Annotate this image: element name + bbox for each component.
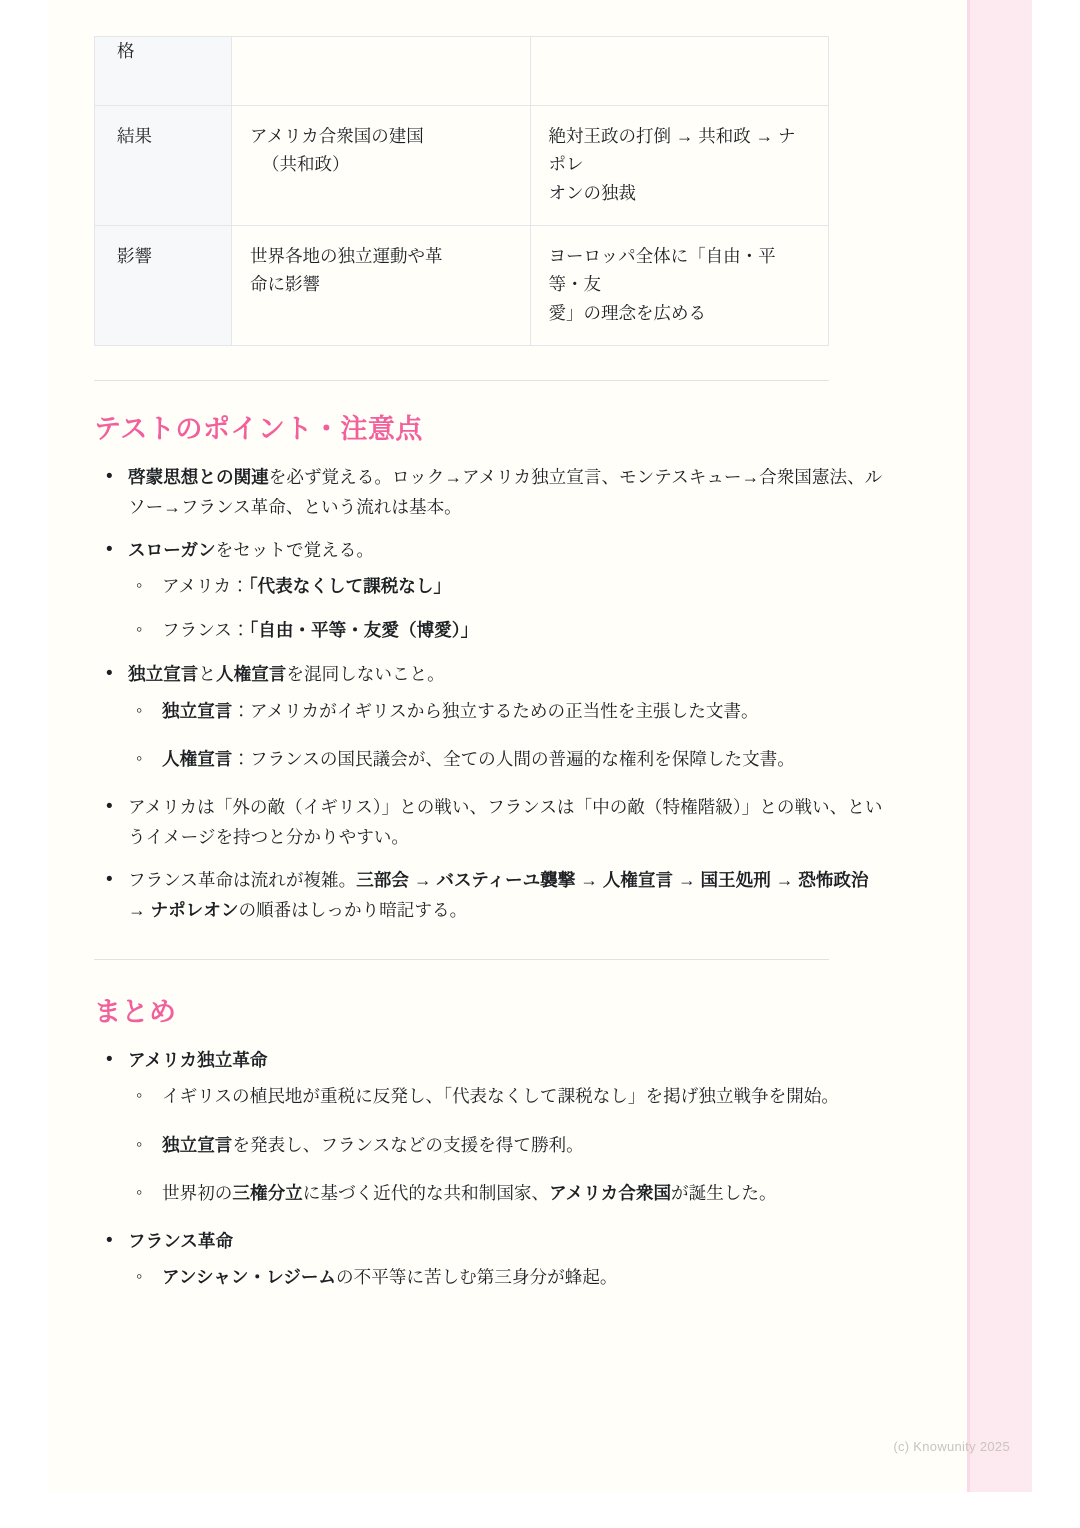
table-row xyxy=(95,37,829,106)
list-item-text: をセットで覚える。 xyxy=(215,539,374,560)
test-points-list xyxy=(94,462,884,925)
sub-item-text: に基づく近代的な共和制国家、 xyxy=(302,1182,550,1203)
section-heading-test-points: テストのポイント・注意点 xyxy=(94,414,423,445)
list-item xyxy=(128,1081,884,1111)
list-item-text: を混同しないこと。 xyxy=(286,664,445,685)
sub-item-text: が誕生した。 xyxy=(671,1182,777,1203)
table-cell-america xyxy=(232,106,531,226)
list-item xyxy=(94,792,884,853)
declaration-sublist xyxy=(128,696,884,775)
emphasis: 独立宣言 xyxy=(128,664,199,685)
emphasis: 独立宣言 xyxy=(162,1134,233,1155)
summary-list xyxy=(94,1045,884,1293)
cell-line: アメリカ合衆国の建国 xyxy=(250,126,424,146)
list-item xyxy=(128,696,884,726)
emphasis: 「自由・平等・友愛（博愛）」 xyxy=(249,620,479,641)
sub-item-text: ：アメリカがイギリスから独立するための正当性を主張した文書。 xyxy=(232,700,759,721)
sub-item-text: 世界初の xyxy=(162,1182,233,1203)
list-item xyxy=(94,659,884,774)
list-item-text: と xyxy=(198,664,216,685)
table-cell-france xyxy=(530,226,829,346)
list-item xyxy=(128,1262,884,1292)
section-divider xyxy=(94,380,829,381)
table-row xyxy=(95,226,829,346)
comparison-table xyxy=(94,36,829,346)
list-item xyxy=(128,571,884,601)
emphasis: アメリカ合衆国 xyxy=(549,1182,672,1203)
page-pink-edge-line xyxy=(967,0,970,1492)
emphasis: スローガン xyxy=(128,539,216,560)
table-row-label: 格 xyxy=(95,37,232,106)
table-row-label: 影響 xyxy=(95,226,232,346)
list-item xyxy=(94,865,884,926)
sub-item-text: の不平等に苦しむ第三身分が蜂起。 xyxy=(336,1267,618,1288)
table-row xyxy=(95,106,829,226)
list-item xyxy=(128,1130,884,1160)
slogan-sublist xyxy=(128,571,884,646)
cell-line: 世界各地の独立運動や革 xyxy=(250,246,443,267)
list-item xyxy=(128,1178,884,1208)
cell-line: 愛」の理念を広める xyxy=(548,302,706,323)
emphasis: 三部会 → バスティーユ襲撃 → 人権宣言 → 国王処刑 → 恐怖政治 → ナポレオン xyxy=(128,869,869,920)
list-item xyxy=(94,535,884,646)
cell-line: 命に影響 xyxy=(250,274,320,295)
document-page xyxy=(48,0,1032,1492)
emphasis: アンシャン・レジーム xyxy=(162,1267,337,1288)
emphasis: 「代表なくして課税なし」 xyxy=(248,575,452,596)
cell-line: 絶対王政の打倒 → 共和政 → ナポレ xyxy=(548,126,796,175)
cell-line: オンの独裁 xyxy=(548,182,636,203)
list-item-text: アメリカは「外の敵（イギリス）」との戦い、フランスは「中の敵（特権階級）」との戦い、というイメージを持つと分かりやすい。 xyxy=(128,797,883,848)
list-item xyxy=(94,1045,884,1208)
section-heading-summary: まとめ xyxy=(94,997,177,1028)
emphasis: アメリカ独立革命 xyxy=(128,1050,268,1071)
cell-line: （共和政） xyxy=(262,154,350,175)
sub-item-text: ：フランスの国民議会が、全ての人間の普遍的な権利を保障した文書。 xyxy=(232,748,795,769)
table-cell-america xyxy=(232,226,531,346)
table-cell-france xyxy=(530,37,829,106)
list-item xyxy=(128,744,884,774)
list-item-text: の順番はしっかり暗記する。 xyxy=(238,899,468,920)
list-item-text: フランス革命は流れが複雑。 xyxy=(128,869,357,890)
french-revolution-sublist xyxy=(128,1262,884,1292)
emphasis: 人権宣言 xyxy=(216,664,287,685)
section-divider xyxy=(94,959,829,960)
watermark: (c) Knowunity 2025 xyxy=(893,1439,1010,1454)
american-revolution-sublist xyxy=(128,1081,884,1208)
emphasis: フランス革命 xyxy=(128,1231,234,1252)
sub-item-label: フランス： xyxy=(162,620,250,641)
emphasis: 独立宣言 xyxy=(162,700,233,721)
sub-item-label: アメリカ： xyxy=(162,575,249,596)
emphasis: 三権分立 xyxy=(232,1182,303,1203)
table-cell-america xyxy=(232,37,531,106)
emphasis: 人権宣言 xyxy=(162,748,233,769)
emphasis: 啓蒙思想との関連 xyxy=(128,467,269,488)
page-pink-edge xyxy=(970,0,1032,1492)
table-cell-france xyxy=(530,106,829,226)
list-item-text: を必ず覚える。ロック→アメリカ独立宣言、モンテスキュー→合衆国憲法、ルソー→フランス革命、という流れは基本。 xyxy=(128,467,883,518)
document-content xyxy=(94,0,884,1311)
sub-item-text: を発表し、フランスなどの支援を得て勝利。 xyxy=(232,1134,584,1155)
sub-item-text: イギリスの植民地が重税に反発し、「代表なくして課税なし」を掲げ独立戦争を開始。 xyxy=(162,1086,840,1107)
table-row-label: 結果 xyxy=(95,106,232,226)
list-item xyxy=(94,1226,884,1293)
list-item xyxy=(128,615,884,645)
cell-line: ヨーロッパ全体に「自由・平等・友 xyxy=(548,246,776,295)
list-item xyxy=(94,462,884,523)
